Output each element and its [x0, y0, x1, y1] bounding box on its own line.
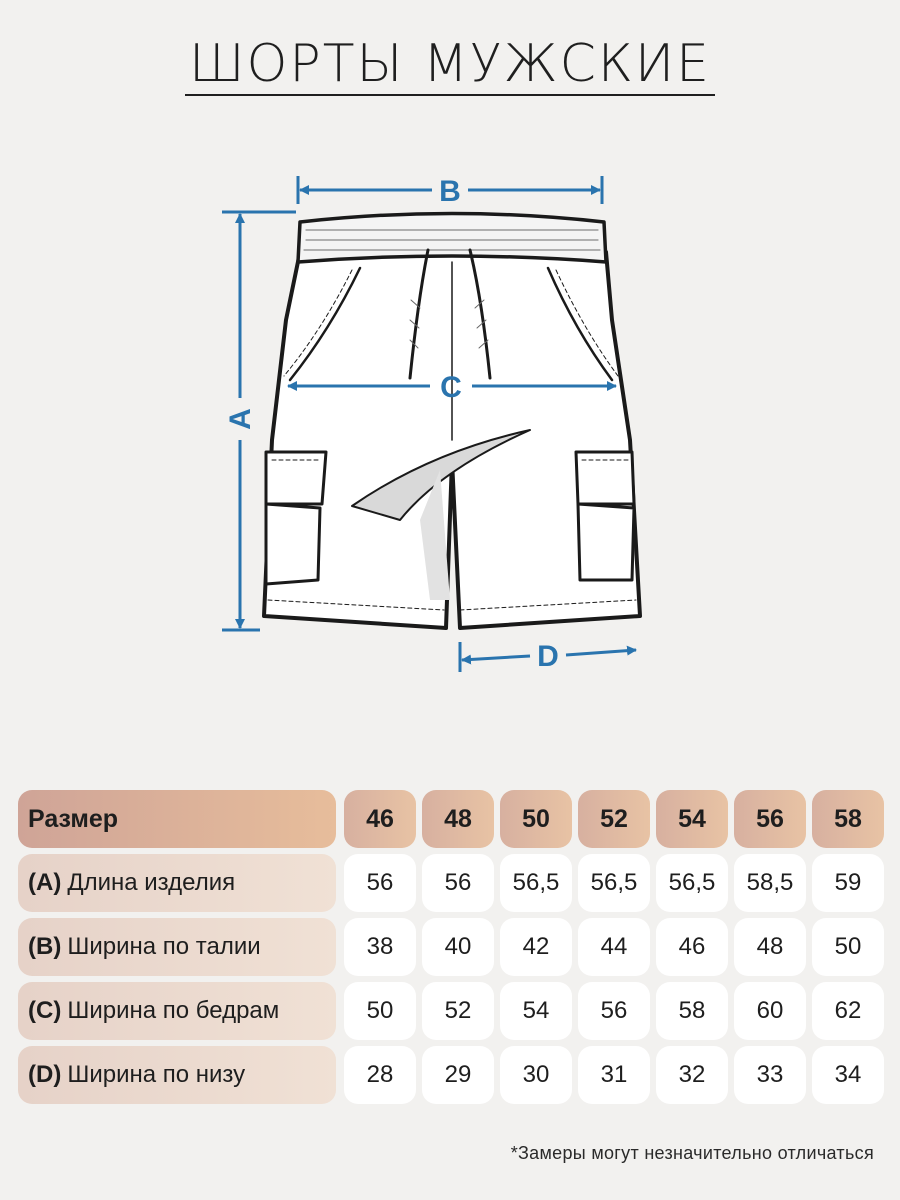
- table-cell: 50: [344, 982, 416, 1040]
- table-cell: 62: [812, 982, 884, 1040]
- size-50: 50: [500, 790, 572, 848]
- table-cell: 56,5: [578, 854, 650, 912]
- table-cell: 58,5: [734, 854, 806, 912]
- row-label: (C) Ширина по бедрам: [18, 982, 336, 1040]
- row-label: (D) Ширина по низу: [18, 1046, 336, 1104]
- shorts-drawing: [264, 214, 640, 629]
- size-48: 48: [422, 790, 494, 848]
- table-cell: 56: [578, 982, 650, 1040]
- label-a: A: [224, 408, 257, 430]
- label-d: D: [537, 640, 559, 673]
- table-cell: 32: [656, 1046, 728, 1104]
- table-cell: 58: [656, 982, 728, 1040]
- label-c: C: [440, 371, 462, 404]
- table-cell: 56: [344, 854, 416, 912]
- footnote: *Замеры могут незначительно отличаться: [510, 1143, 874, 1163]
- size-46: 46: [344, 790, 416, 848]
- table-cell: 56,5: [500, 854, 572, 912]
- table-cell: 34: [812, 1046, 884, 1104]
- table-cell: 38: [344, 918, 416, 976]
- row-label: (A) Длина изделия: [18, 854, 336, 912]
- table-cell: 29: [422, 1046, 494, 1104]
- table-cell: 44: [578, 918, 650, 976]
- table-cell: 56,5: [656, 854, 728, 912]
- table-cell: 52: [422, 982, 494, 1040]
- row-label: (B) Ширина по талии: [18, 918, 336, 976]
- table-cell: 48: [734, 918, 806, 976]
- table-cell: 50: [812, 918, 884, 976]
- table-cell: 40: [422, 918, 494, 976]
- size-52: 52: [578, 790, 650, 848]
- table-cell: 33: [734, 1046, 806, 1104]
- table-cell: 46: [656, 918, 728, 976]
- header-label: Размер: [18, 790, 336, 848]
- table-cell: 28: [344, 1046, 416, 1104]
- table-cell: 56: [422, 854, 494, 912]
- label-b: B: [439, 175, 461, 208]
- size-58: 58: [812, 790, 884, 848]
- page-title: ШОРТЫ МУЖСКИЕ: [0, 34, 900, 96]
- table-cell: 54: [500, 982, 572, 1040]
- table-cell: 59: [812, 854, 884, 912]
- table-cell: 30: [500, 1046, 572, 1104]
- size-54: 54: [656, 790, 728, 848]
- table-cell: 31: [578, 1046, 650, 1104]
- table-cell: 42: [500, 918, 572, 976]
- table-cell: 60: [734, 982, 806, 1040]
- size-56: 56: [734, 790, 806, 848]
